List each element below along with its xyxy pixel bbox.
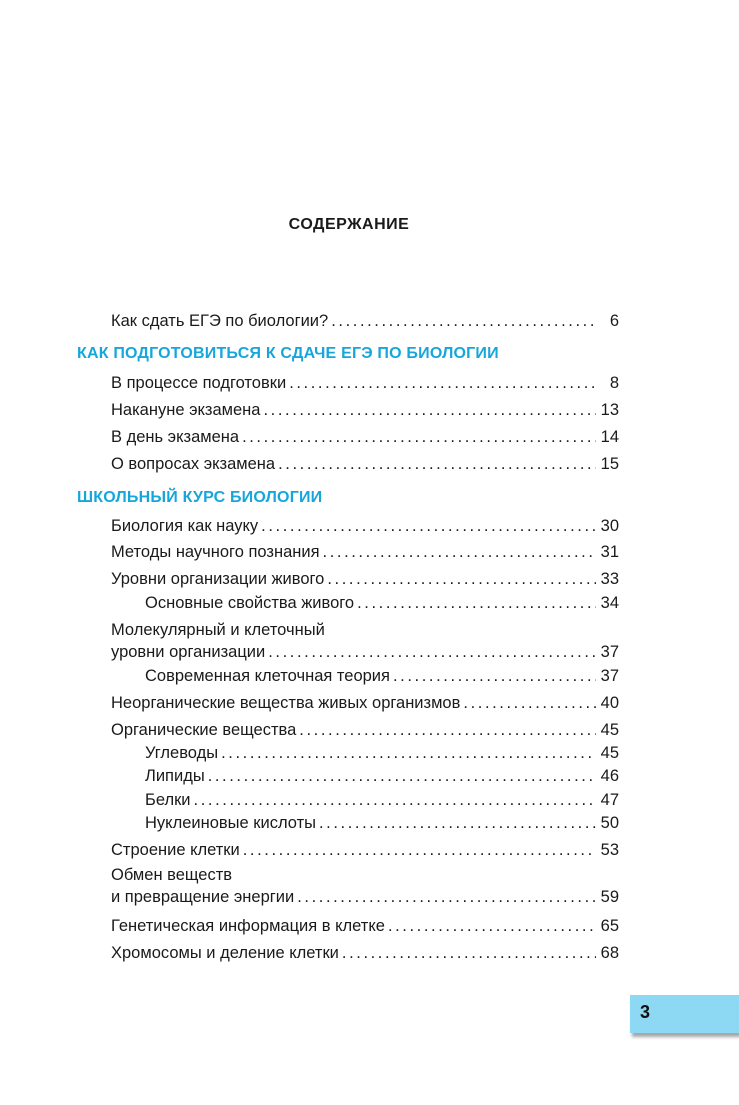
- leader-dots: [319, 812, 596, 834]
- toc-entry[interactable]: [111, 399, 619, 421]
- toc-entry-label: Накануне экзамена: [111, 401, 261, 419]
- toc-entry[interactable]: [111, 619, 619, 663]
- toc-entry-label: О вопросах экзамена: [111, 455, 276, 473]
- leader-dots: [243, 839, 596, 861]
- toc-entry-page: 8: [609, 374, 619, 392]
- toc-entry-page: 46: [600, 767, 619, 785]
- toc-entry-label: Генетическая информация в клетке: [111, 917, 385, 935]
- toc-entry-how-to-pass[interactable]: [111, 310, 619, 332]
- leader-dots: [463, 692, 596, 714]
- toc-entry-page: 33: [600, 570, 619, 588]
- toc-entry-page: 53: [600, 841, 619, 859]
- leader-dots: [263, 399, 596, 421]
- toc-entry-page: 37: [600, 667, 619, 685]
- toc-entry-label: Основные свойства живого: [145, 594, 355, 612]
- toc-subentry[interactable]: [145, 592, 619, 614]
- leader-dots: [323, 541, 596, 563]
- toc-entry[interactable]: [111, 426, 619, 448]
- toc-entry-label: Углеводы: [145, 744, 219, 762]
- toc-entry[interactable]: [111, 568, 619, 590]
- toc-entry-page: 15: [600, 455, 619, 473]
- toc-entry-label: Нуклеиновые кислоты: [145, 814, 316, 832]
- leader-dots: [278, 453, 596, 475]
- toc-entry-label: Органические вещества: [111, 721, 297, 739]
- toc-entry-page: 30: [600, 517, 619, 535]
- leader-dots: [393, 665, 596, 687]
- section-heading-school-course[interactable]: ШКОЛЬНЫЙ КУРС БИОЛОГИИ: [77, 489, 323, 506]
- toc-entry-label: Методы научного познания: [111, 543, 320, 561]
- leader-dots: [208, 765, 596, 787]
- leader-dots: [342, 942, 596, 964]
- toc-entry-label-cont: и превращение энергии: [111, 888, 295, 906]
- toc-entry-label: В процессе подготовки: [111, 374, 287, 392]
- toc-entry-page: 45: [600, 721, 619, 739]
- section-heading-preparation[interactable]: КАК ПОДГОТОВИТЬСЯ К СДАЧЕ ЕГЭ ПО БИОЛОГИИ: [77, 345, 499, 362]
- toc-entry[interactable]: [111, 372, 619, 394]
- toc-entry-label: Хромосомы и деление клетки: [111, 944, 339, 962]
- leader-dots: [357, 592, 596, 614]
- toc-entry-label: Современная клеточная теория: [145, 667, 390, 685]
- toc-entry[interactable]: [111, 453, 619, 475]
- toc-entry-label: Строение клетки: [111, 841, 240, 859]
- toc-entry-page: 40: [600, 694, 619, 712]
- leader-dots: [289, 372, 596, 394]
- toc-entry-page: 6: [609, 312, 619, 330]
- toc-entry-label: Липиды: [145, 767, 205, 785]
- leader-dots: [221, 742, 596, 764]
- toc-entry-page: 34: [600, 594, 619, 612]
- toc-entry[interactable]: [111, 942, 619, 964]
- leader-dots: [299, 719, 596, 741]
- toc-subentry[interactable]: [145, 789, 619, 811]
- toc-entry-page: 68: [600, 944, 619, 962]
- toc-entry-label: Биология как науку: [111, 517, 259, 535]
- leader-dots: [261, 515, 596, 537]
- toc-subentry[interactable]: [145, 812, 619, 834]
- toc-entry-label: В день экзамена: [111, 428, 240, 446]
- toc-entry-label: Обмен веществ: [111, 866, 233, 884]
- toc-entry[interactable]: [111, 864, 619, 908]
- toc-entry-page: 37: [600, 643, 619, 661]
- toc-entry[interactable]: [111, 839, 619, 861]
- toc-entry-label-cont: уровни организации: [111, 643, 266, 661]
- toc-entry-label: Молекулярный и клеточный: [111, 621, 325, 639]
- toc-entry-page: 50: [600, 814, 619, 832]
- toc-entry-page: 13: [600, 401, 619, 419]
- toc-entry-label: Как сдать ЕГЭ по биологии?: [111, 312, 329, 330]
- toc-entry[interactable]: [111, 915, 619, 937]
- toc-entry-page: 47: [600, 791, 619, 809]
- leader-dots: [327, 568, 596, 590]
- leader-dots: [388, 915, 596, 937]
- toc-entry[interactable]: [111, 515, 619, 537]
- page-number: 3: [640, 1002, 651, 1022]
- toc-entry-page: 59: [600, 888, 619, 906]
- toc-entry[interactable]: [111, 719, 619, 741]
- toc-entry-page: 14: [600, 428, 619, 446]
- toc-subentry[interactable]: [145, 665, 619, 687]
- toc-entry-label: Уровни организации живого: [111, 570, 325, 588]
- toc-entry-page: 45: [600, 744, 619, 762]
- toc-entry-page: 65: [600, 917, 619, 935]
- leader-dots: [194, 789, 596, 811]
- toc-entry[interactable]: [111, 541, 619, 563]
- toc-subentry[interactable]: [145, 742, 619, 764]
- toc-title: СОДЕРЖАНИЕ: [288, 216, 410, 233]
- toc-entry-page: 31: [600, 543, 619, 561]
- leader-dots: [268, 641, 596, 663]
- toc-subentry[interactable]: [145, 765, 619, 787]
- leader-dots: [242, 426, 596, 448]
- leader-dots: [331, 310, 596, 332]
- toc-entry[interactable]: [111, 692, 619, 714]
- toc-entry-label: Белки: [145, 791, 191, 809]
- leader-dots: [297, 886, 596, 908]
- toc-entry-label: Неорганические вещества живых организмов: [111, 694, 461, 712]
